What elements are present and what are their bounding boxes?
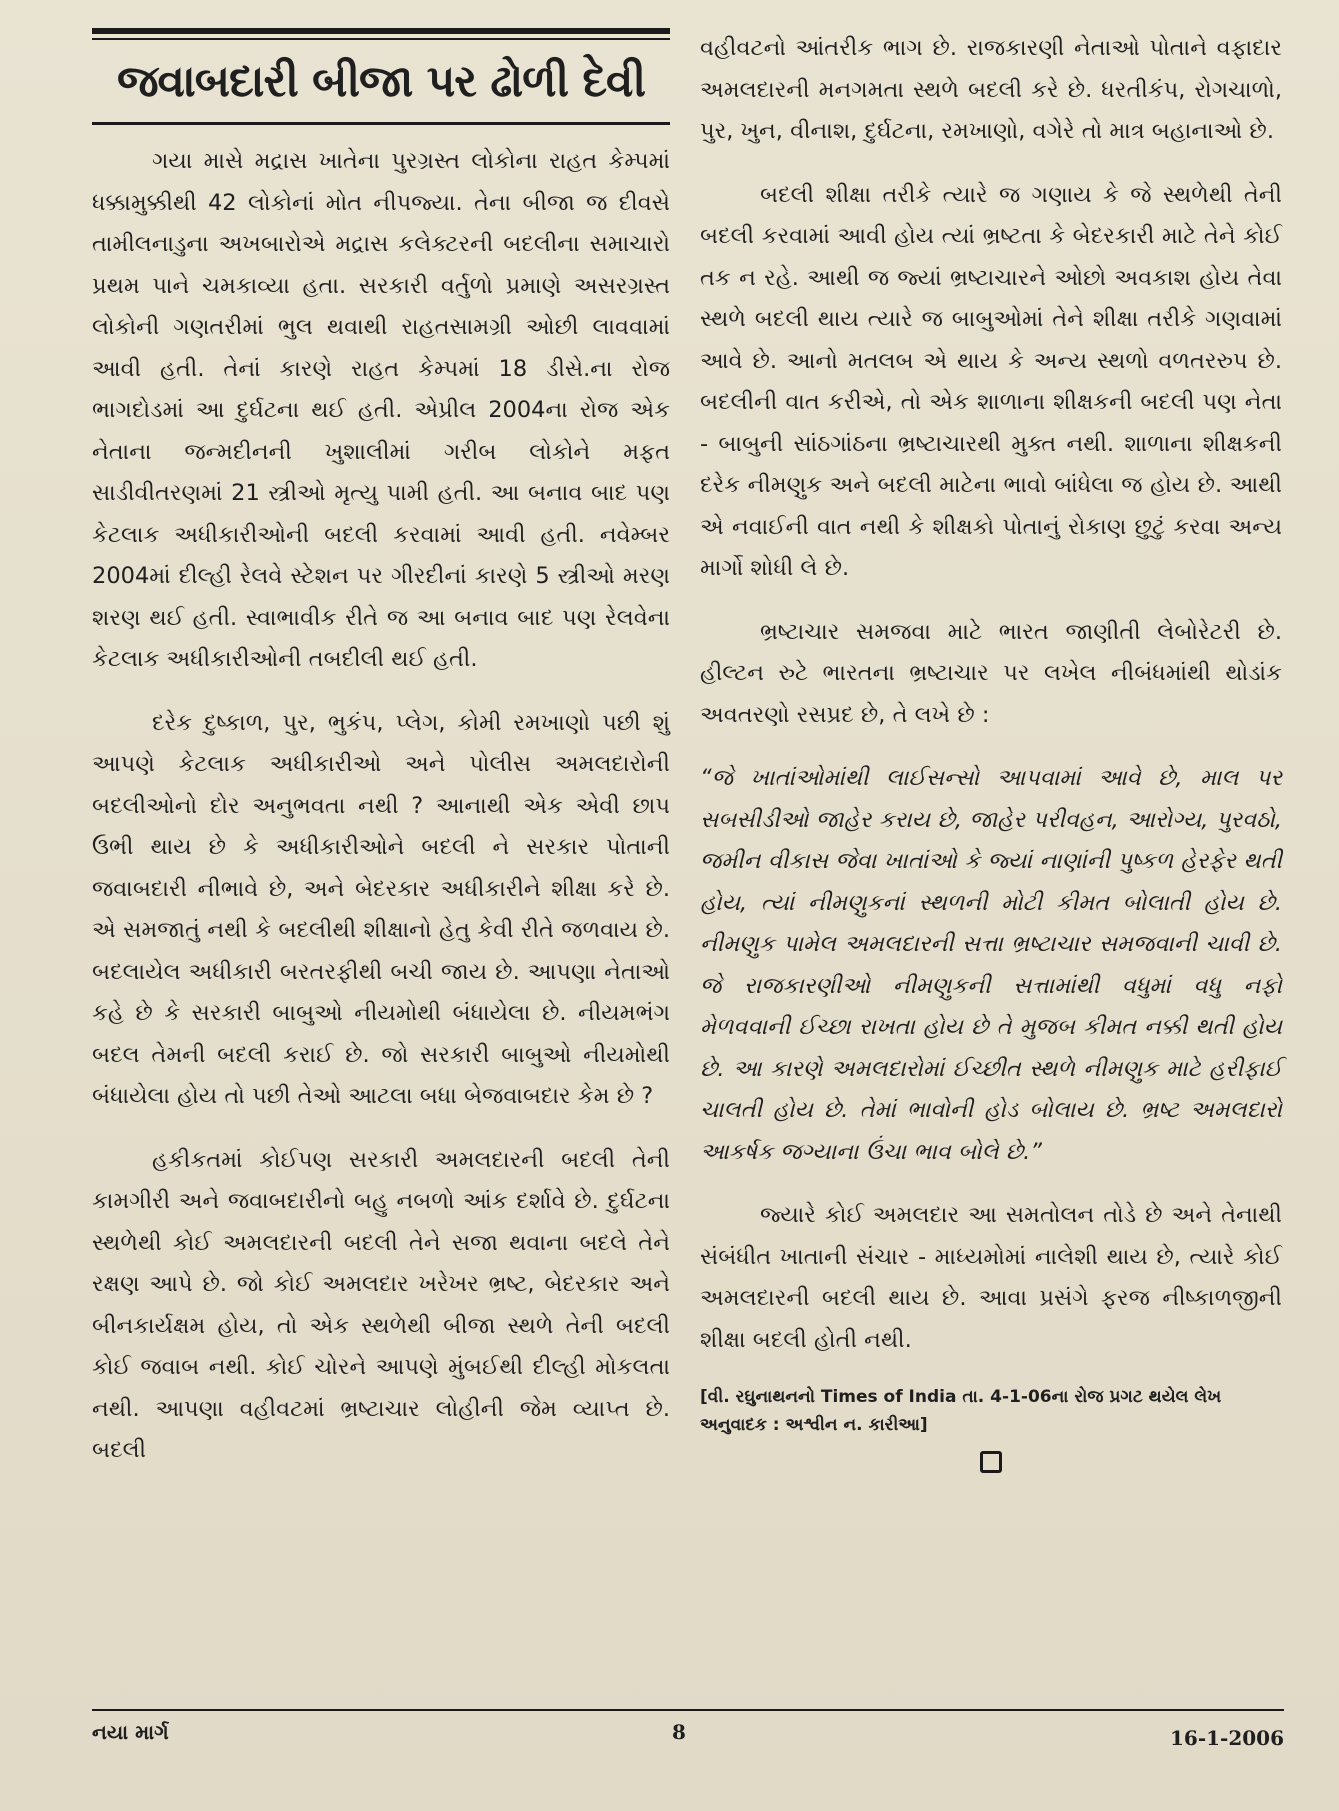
title-rule-bottom bbox=[92, 122, 670, 125]
end-mark-icon bbox=[980, 1451, 1002, 1473]
paragraph-right-3: ભ્રષ્ટાચાર સમજવા માટે ભારત જાણીતી લેબોરેટરી છે. હીલ્ટન રુટે ભારતના ભ્રષ્ટાચાર પર લખેલ નીબંધમાંથી થોડાંક અવતરણો રસપ્રદ છે, તે લખે છે : bbox=[700, 618, 1282, 728]
quote-paragraph: “જે ખાતાંઓમાંથી લાઈસન્સો આપવામાં આવે છે, માલ પર સબસીડીઓ જાહેર કરાય છે, જાહેર પરીવહન, આરોગ્ય, પુરવઠો, જમીન વીકાસ જેવા ખાતાંઓ કે જ્યાં નાણાંની પુષ્કળ હેરફેર થતી હોય, ત્યાં નીમણુકનાં સ્થળની મોટી કીમત બોલાતી હોય છે. નીમણુક પામેલ અમલદારની સત્તા ભ્રષ્ટાચાર સમજવાની ચાવી છે. જે રાજકારણીઓ નીમણુકની સત્તામાંથી વધુમાં વધુ નફો મેળવવાની ઈચ્છા રાખતા હોય છે તે મુજબ કીમત નક્કી થતી હોય છે. આ કારણે અમલદારોમાં ઈચ્છીત સ્થળે નીમણુક માટે હરીફાઈ ચાલતી હોય છે. તેમાં ભાવોની હોડ બોલાય છે. ભ્રષ્ટ અમલદારો આકર્ષક જગ્યાના ઉંચા ભાવ બોલે છે.” bbox=[700, 765, 1282, 1165]
article-credit: [વી. રઘુનાથનનો Times of India તા. 4-1-06ના રોજ પ્રગટ થયેલ લેખ અનુવાદક : અશ્વીન ન. કારીઆ] bbox=[700, 1387, 1222, 1435]
issue-date: 16-1-2006 bbox=[1169, 1726, 1284, 1750]
paragraph-right-5: જ્યારે કોઈ અમલદાર આ સમતોલન તોડે છે અને તેનાથી સંબંધીત ખાતાની સંચાર - માધ્યમોમાં નાલેશી થાય છે, ત્યારે કોઈ અમલદારની બદલી થાય છે. આવા પ્રસંગે ફરજ નીષ્કાળજીની શીક્ષા બદલી હોતી નથી. bbox=[700, 1202, 1282, 1353]
paragraph-left-3: હકીકતમાં કોઈપણ સરકારી અમલદારની બદલી તેની કામગીરી અને જવાબદારીનો બહુ નબળો આંક દર્શાવે છે. દુર્ઘટના સ્થળેથી કોઈ અમલદારની બદલી તેને સજા થવાના બદલે તેને રક્ષણ આપે છે. જો કોઈ અમલદાર ખરેખર ભ્રષ્ટ, બેદરકાર અને બીનકાર્યક્ષમ હોય, તો એક સ્થળેથી બીજા સ્થળે તેની બદલી કોઈ જવાબ નથી. કોઈ ચોરને આપણે મુંબઈથી દીલ્હી મોકલતા નથી. આપણા વહીવટમાં ભ્રષ્ટાચાર લોહીની જેમ વ્યાપ્ત છે. બદલી bbox=[92, 1146, 670, 1463]
title-rule-top-thin bbox=[92, 38, 670, 40]
title-rule-top bbox=[92, 28, 670, 34]
right-column bbox=[700, 28, 1282, 1473]
title-block bbox=[92, 28, 670, 125]
paragraph-right-1: વહીવટનો આંતરીક ભાગ છે. રાજકારણી નેતાઓ પોતાને વફાદાર અમલદારની મનગમતા સ્થળે બદલી કરે છે. ધરતીકંપ, રોગચાળો, પુર, ખુન, વીનાશ, દુર્ઘટના, રમખાણો, વગેરે તો માત્ર બહાનાઓ છે. bbox=[700, 35, 1282, 144]
paragraph-left-2: દરેક દુષ્કાળ, પુર, ભુકંપ, પ્લેગ, કોમી રમખાણો પછી શું આપણે કેટલાક અધીકારીઓ અને પોલીસ અમલદારોની બદલીઓનો દોર અનુભવતા નથી ? આનાથી એક એવી છાપ ઉભી થાય છે કે અધીકારીઓને બદલી ને સરકાર પોતાની જવાબદારી નીભાવે છે, અને બેદરકાર અધીકારીને શીક્ષા કરે છે. એ સમજાતું નથી કે બદલીથી શીક્ષાનો હેતુ કેવી રીતે જળવાય છે. બદલાયેલ અધીકારી બરતરફીથી બચી જાય છે. આપણા નેતાઓ કહે છે કે સરકારી બાબુઓ નીયમોથી બંધાયેલા છે. નીયમભંગ બદલ તેમની બદલી કરાઈ છે. જો સરકારી બાબુઓ નીયમોથી બંધાયેલા હોય તો પછી તેઓ આટલા બધા બેજવાબદાર કેમ છે ? bbox=[92, 709, 670, 1109]
page-number: 8 bbox=[672, 1720, 686, 1744]
paragraph-left-1: ગયા માસે મદ્રાસ ખાતેના પુરગ્રસ્ત લોકોના રાહત કેમ્પમાં ધક્કામુક્કીથી 42 લોકોનાં મોત નીપજ્યા. તેના બીજા જ દીવસે તામીલનાડુના અખબારોએ મદ્રાસ કલેક્ટરની બદલીના સમાચારો પ્રથમ પાને ચમકાવ્યા હતા. સરકારી વર્તુળો પ્રમાણે અસરગ્રસ્ત લોકોની ગણતરીમાં ભુલ થવાથી રાહતસામગ્રી ઓછી લાવવામાં આવી હતી. તેનાં કારણે રાહત કેમ્પમાં 18 ડીસે.ના રોજ ભાગદોડમાં આ દુર્ઘટના થઈ હતી. એપ્રીલ 2004ના રોજ એક નેતાના જન્મદીનની ખુશાલીમાં ગરીબ લોકોને મફત સાડીવીતરણમાં 21 સ્ત્રીઓ મૃત્યુ પામી હતી. આ બનાવ બાદ પણ કેટલાક અધીકારીઓની બદલી કરવામાં આવી હતી. નવેમ્બર 2004માં દીલ્હી રેલવે સ્ટેશન પર ગીરદીનાં કારણે 5 સ્ત્રીઓ મરણ શરણ થઈ હતી. સ્વાભાવીક રીતે જ આ બનાવ બાદ પણ રેલવેના કેટલાક અધીકારીઓની તબદીલી થઈ હતી. bbox=[92, 148, 670, 672]
page-footer bbox=[92, 1720, 1284, 1760]
publication-name: નયા માર્ગ bbox=[92, 1720, 169, 1744]
footer-rule bbox=[92, 1709, 1284, 1711]
left-column bbox=[92, 28, 670, 1494]
paragraph-right-2: બદલી શીક્ષા તરીકે ત્યારે જ ગણાય કે જે સ્થળેથી તેની બદલી કરવામાં આવી હોય ત્યાં ભ્રષ્ટતા કે બેદરકારી માટે તેને કોઈ તક ન રહે. આથી જ જ્યાં ભ્રષ્ટાચારને ઓછો અવકાશ હોય તેવા સ્થળે બદલી થાય ત્યારે જ બાબુઓમાં તેને શીક્ષા તરીકે ગણવામાં આવે છે. આનો મતલબ એ થાય કે અન્ય સ્થળો વળતરરુપ છે. બદલીની વાત કરીએ, તો એક શાળાના શીક્ષકની બદલી પણ નેતા - બાબુની સાંઠગાંઠના ભ્રષ્ટાચારથી મુક્ત નથી. શાળાના શીક્ષકની દરેક નીમણુક અને બદલી માટેના ભાવો બાંધેલા જ હોય છે. આથી એ નવાઈની વાત નથી કે શીક્ષકો પોતાનું રોકાણ છુટું કરવા અન્ય માર્ગો શોધી લે છે. bbox=[700, 181, 1282, 581]
article-title: જવાબદારી બીજા પર ઢોળી દેવી bbox=[116, 56, 646, 107]
